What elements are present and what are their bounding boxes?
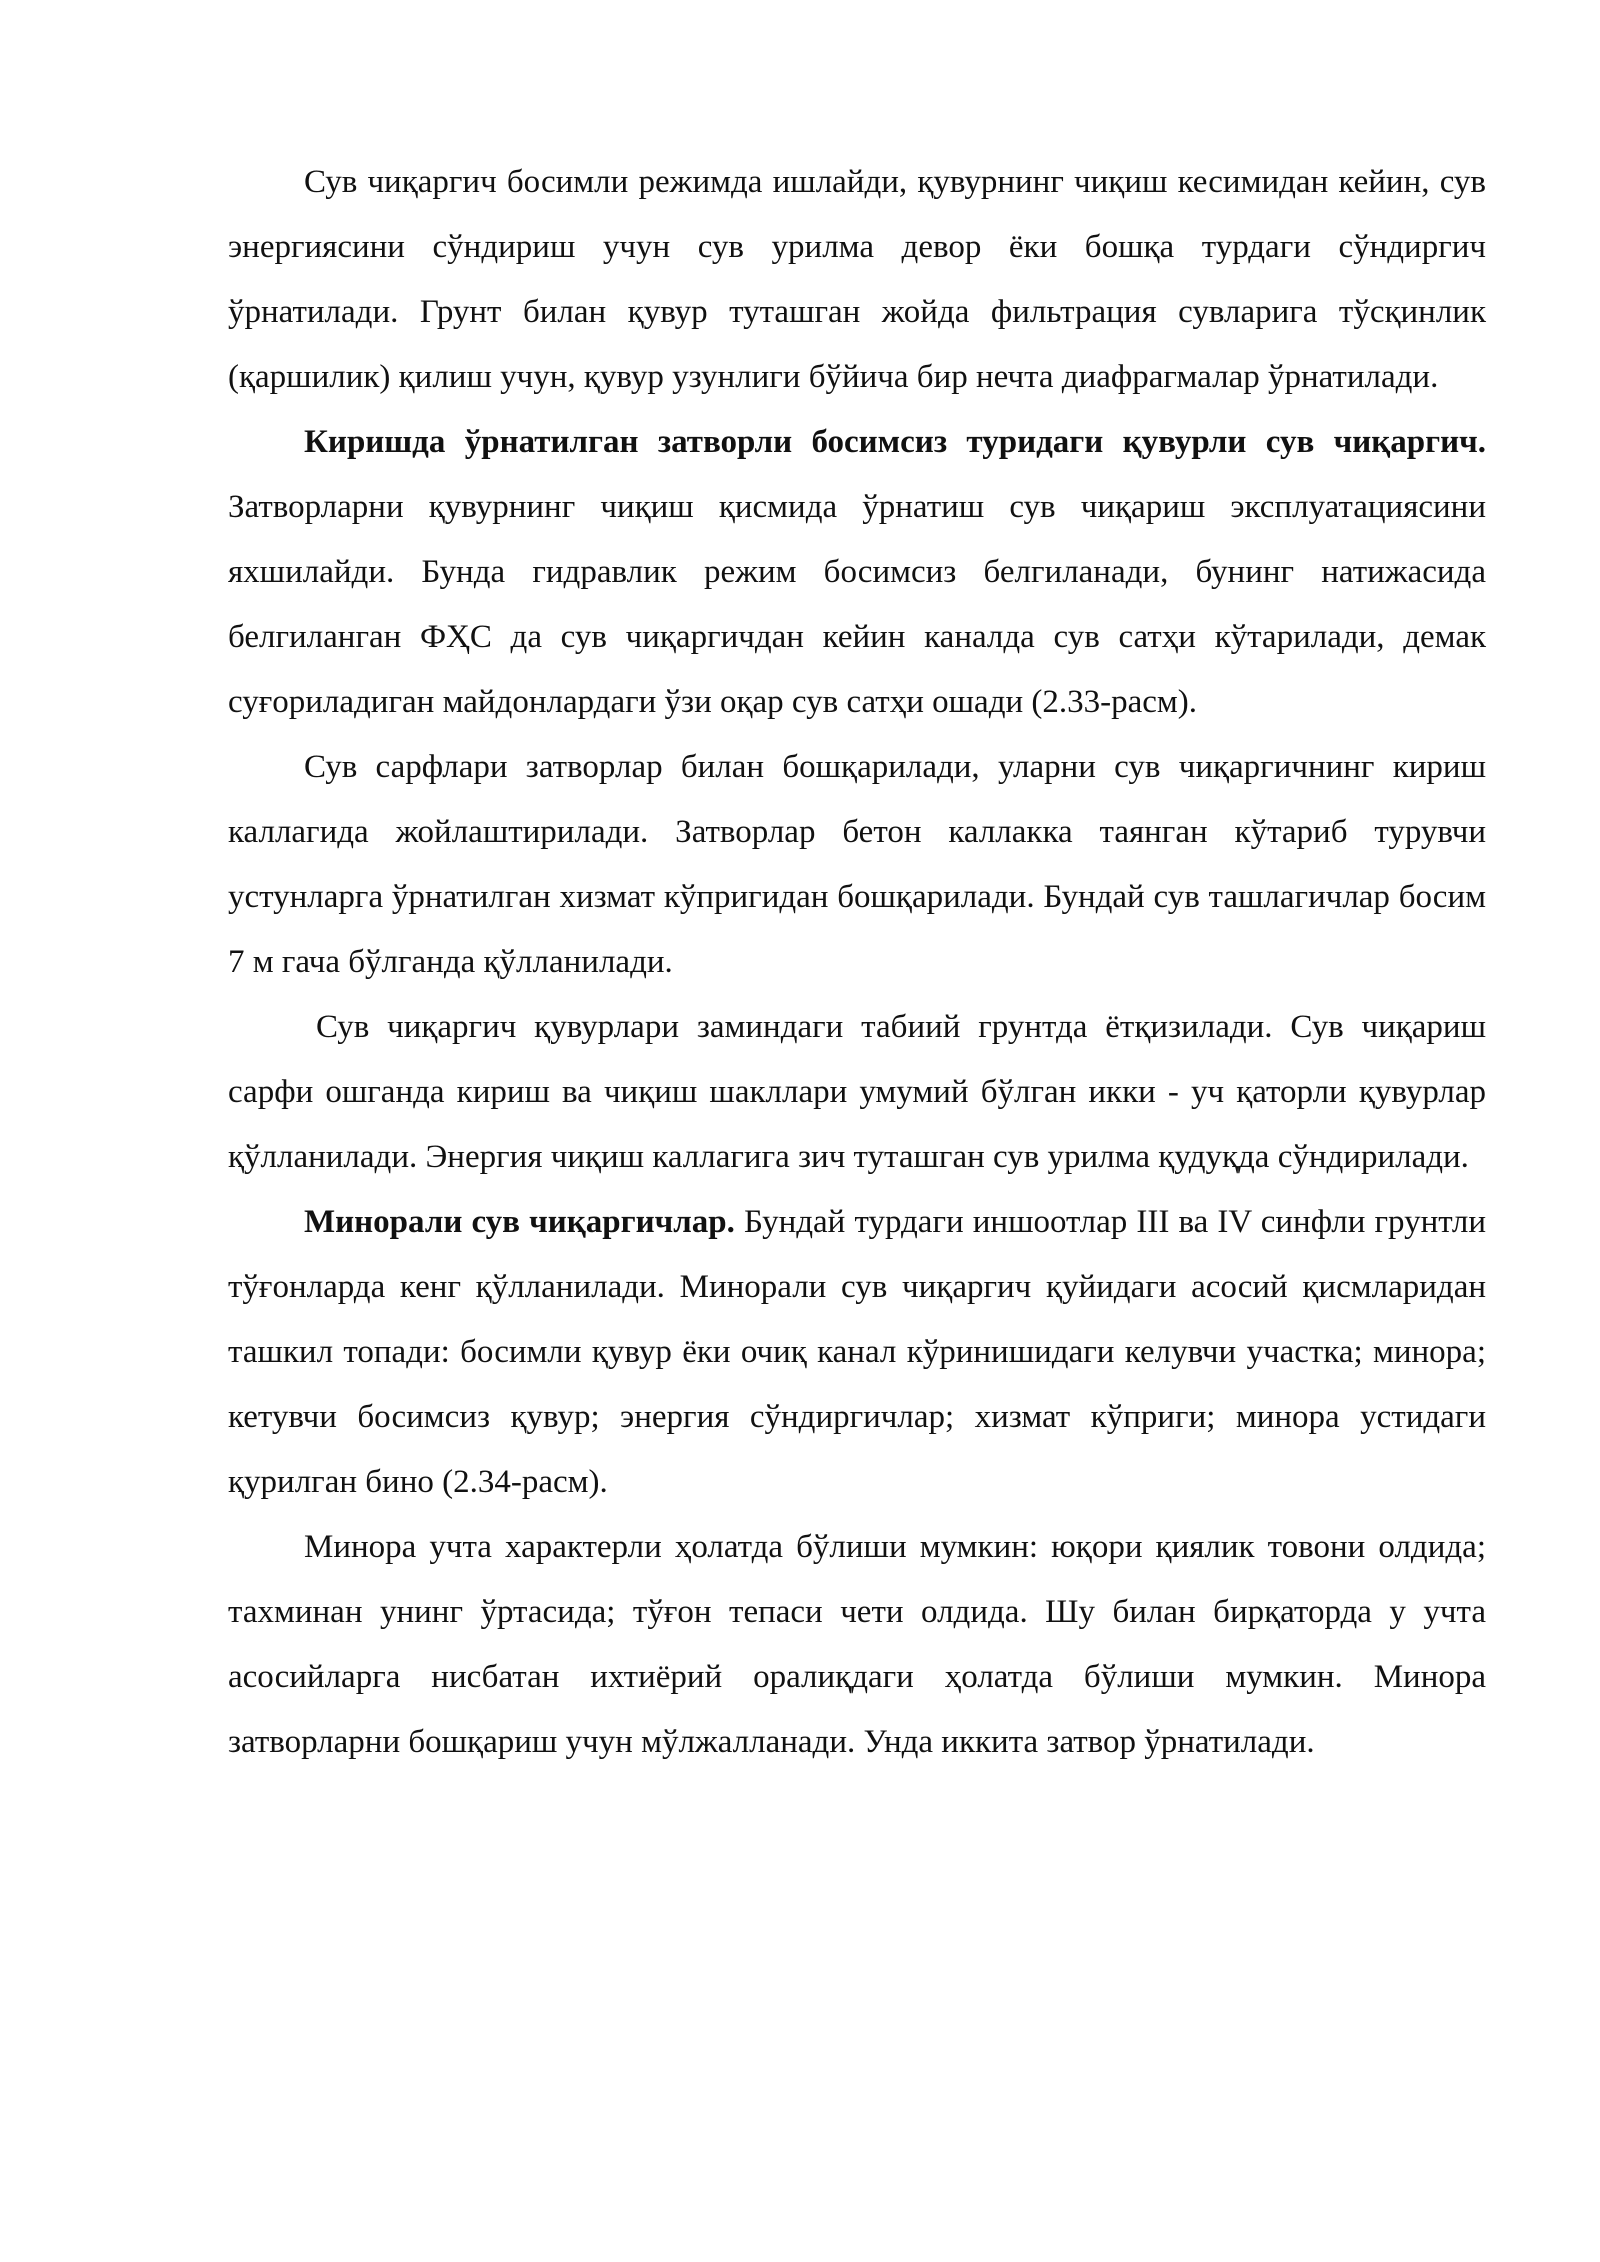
paragraph-3-text: Сув сарфлари затворлар билан бошқарилади, уларни сув чиқаргичнинг кириш каллагида жойлаштирилади. Затворлар бетон каллакка таянган кўтариб турувчи устунларга ўрнатилган хизмат кўпригидан бошқарилади. Бундай сув ташлагичлар босим 7 м гача бўлганда қўлланилади. <box>228 749 1486 980</box>
paragraph-6-text: Минора учта характерли ҳолатда бўлиши мумкин: юқори қиялик товони олдида; тахминан унинг ўртасида; тўғон тепаси чети олдида. Шу билан бирқаторда у учта асосийларга нисбатан ихтиёрий оралиқдаги ҳолатда бўлиши мумкин. Минора затворларни бошқариш учун мўлжалланади. Унда иккита затвор ўрнатилади. <box>228 1529 1486 1760</box>
paragraph-4 <box>228 995 1486 1190</box>
paragraph-5-heading: Минорали сув чиқаргичлар. <box>304 1204 735 1240</box>
paragraph-2-text: Затворларни қувурнинг чиқиш қисмида ўрнатиш сув чиқариш эксплуатациясини яхшилайди. Бунда гидравлик режим босимсиз белгиланади, бунинг натижасида белгиланган ФҲС да сув чиқаргичдан кейин каналда сув сатҳи кўтарилади, демак суғориладиган майдонлардаги ўзи оқар сув сатҳи ошади (2.33-расм). <box>228 489 1486 720</box>
paragraph-4-text: Сув чиқаргич қувурлари заминдаги табиий грунтда ётқизилади. Сув чиқариш сарфи ошганда кириш ва чиқиш шакллари умумий бўлган икки - уч қаторли қувурлар қўлланилади. Энергия чиқиш каллагига зич туташган сув урилма қудуқда сўндирилади. <box>228 1009 1486 1175</box>
paragraph-2-heading: Киришда ўрнатилган затворли босимсиз туридаги қувурли сув чиқаргич. <box>304 424 1486 460</box>
paragraph-6 <box>228 1515 1486 1775</box>
paragraph-5-text: Бундай турдаги иншоотлар III ва IV синфли грунтли тўғонларда кенг қўлланилади. Минорали сув чиқаргич қуйидаги асосий қисмларидан ташкил топади: босимли қувур ёки очиқ канал кўринишидаги келувчи участка; минора; кетувчи босимсиз қувур; энергия сўндиргичлар; хизмат кўприги; минора устидаги қурилган бино (2.34-расм). <box>228 1204 1486 1500</box>
paragraph-3 <box>228 735 1486 995</box>
document-page <box>228 150 1486 1775</box>
paragraph-5 <box>228 1190 1486 1515</box>
paragraph-1 <box>228 150 1486 410</box>
paragraph-1-text: Сув чиқаргич босимли режимда ишлайди, қувурнинг чиқиш кесимидан кейин, сув энергиясини сўндириш учун сув урилма девор ёки бошқа турдаги сўндиргич ўрнатилади. Грунт билан қувур туташган жойда фильтрация сувларига тўсқинлик (қаршилик) қилиш учун, қувур узунлиги бўйича бир нечта диафрагмалар ўрнатилади. <box>228 164 1486 395</box>
paragraph-2 <box>228 410 1486 735</box>
